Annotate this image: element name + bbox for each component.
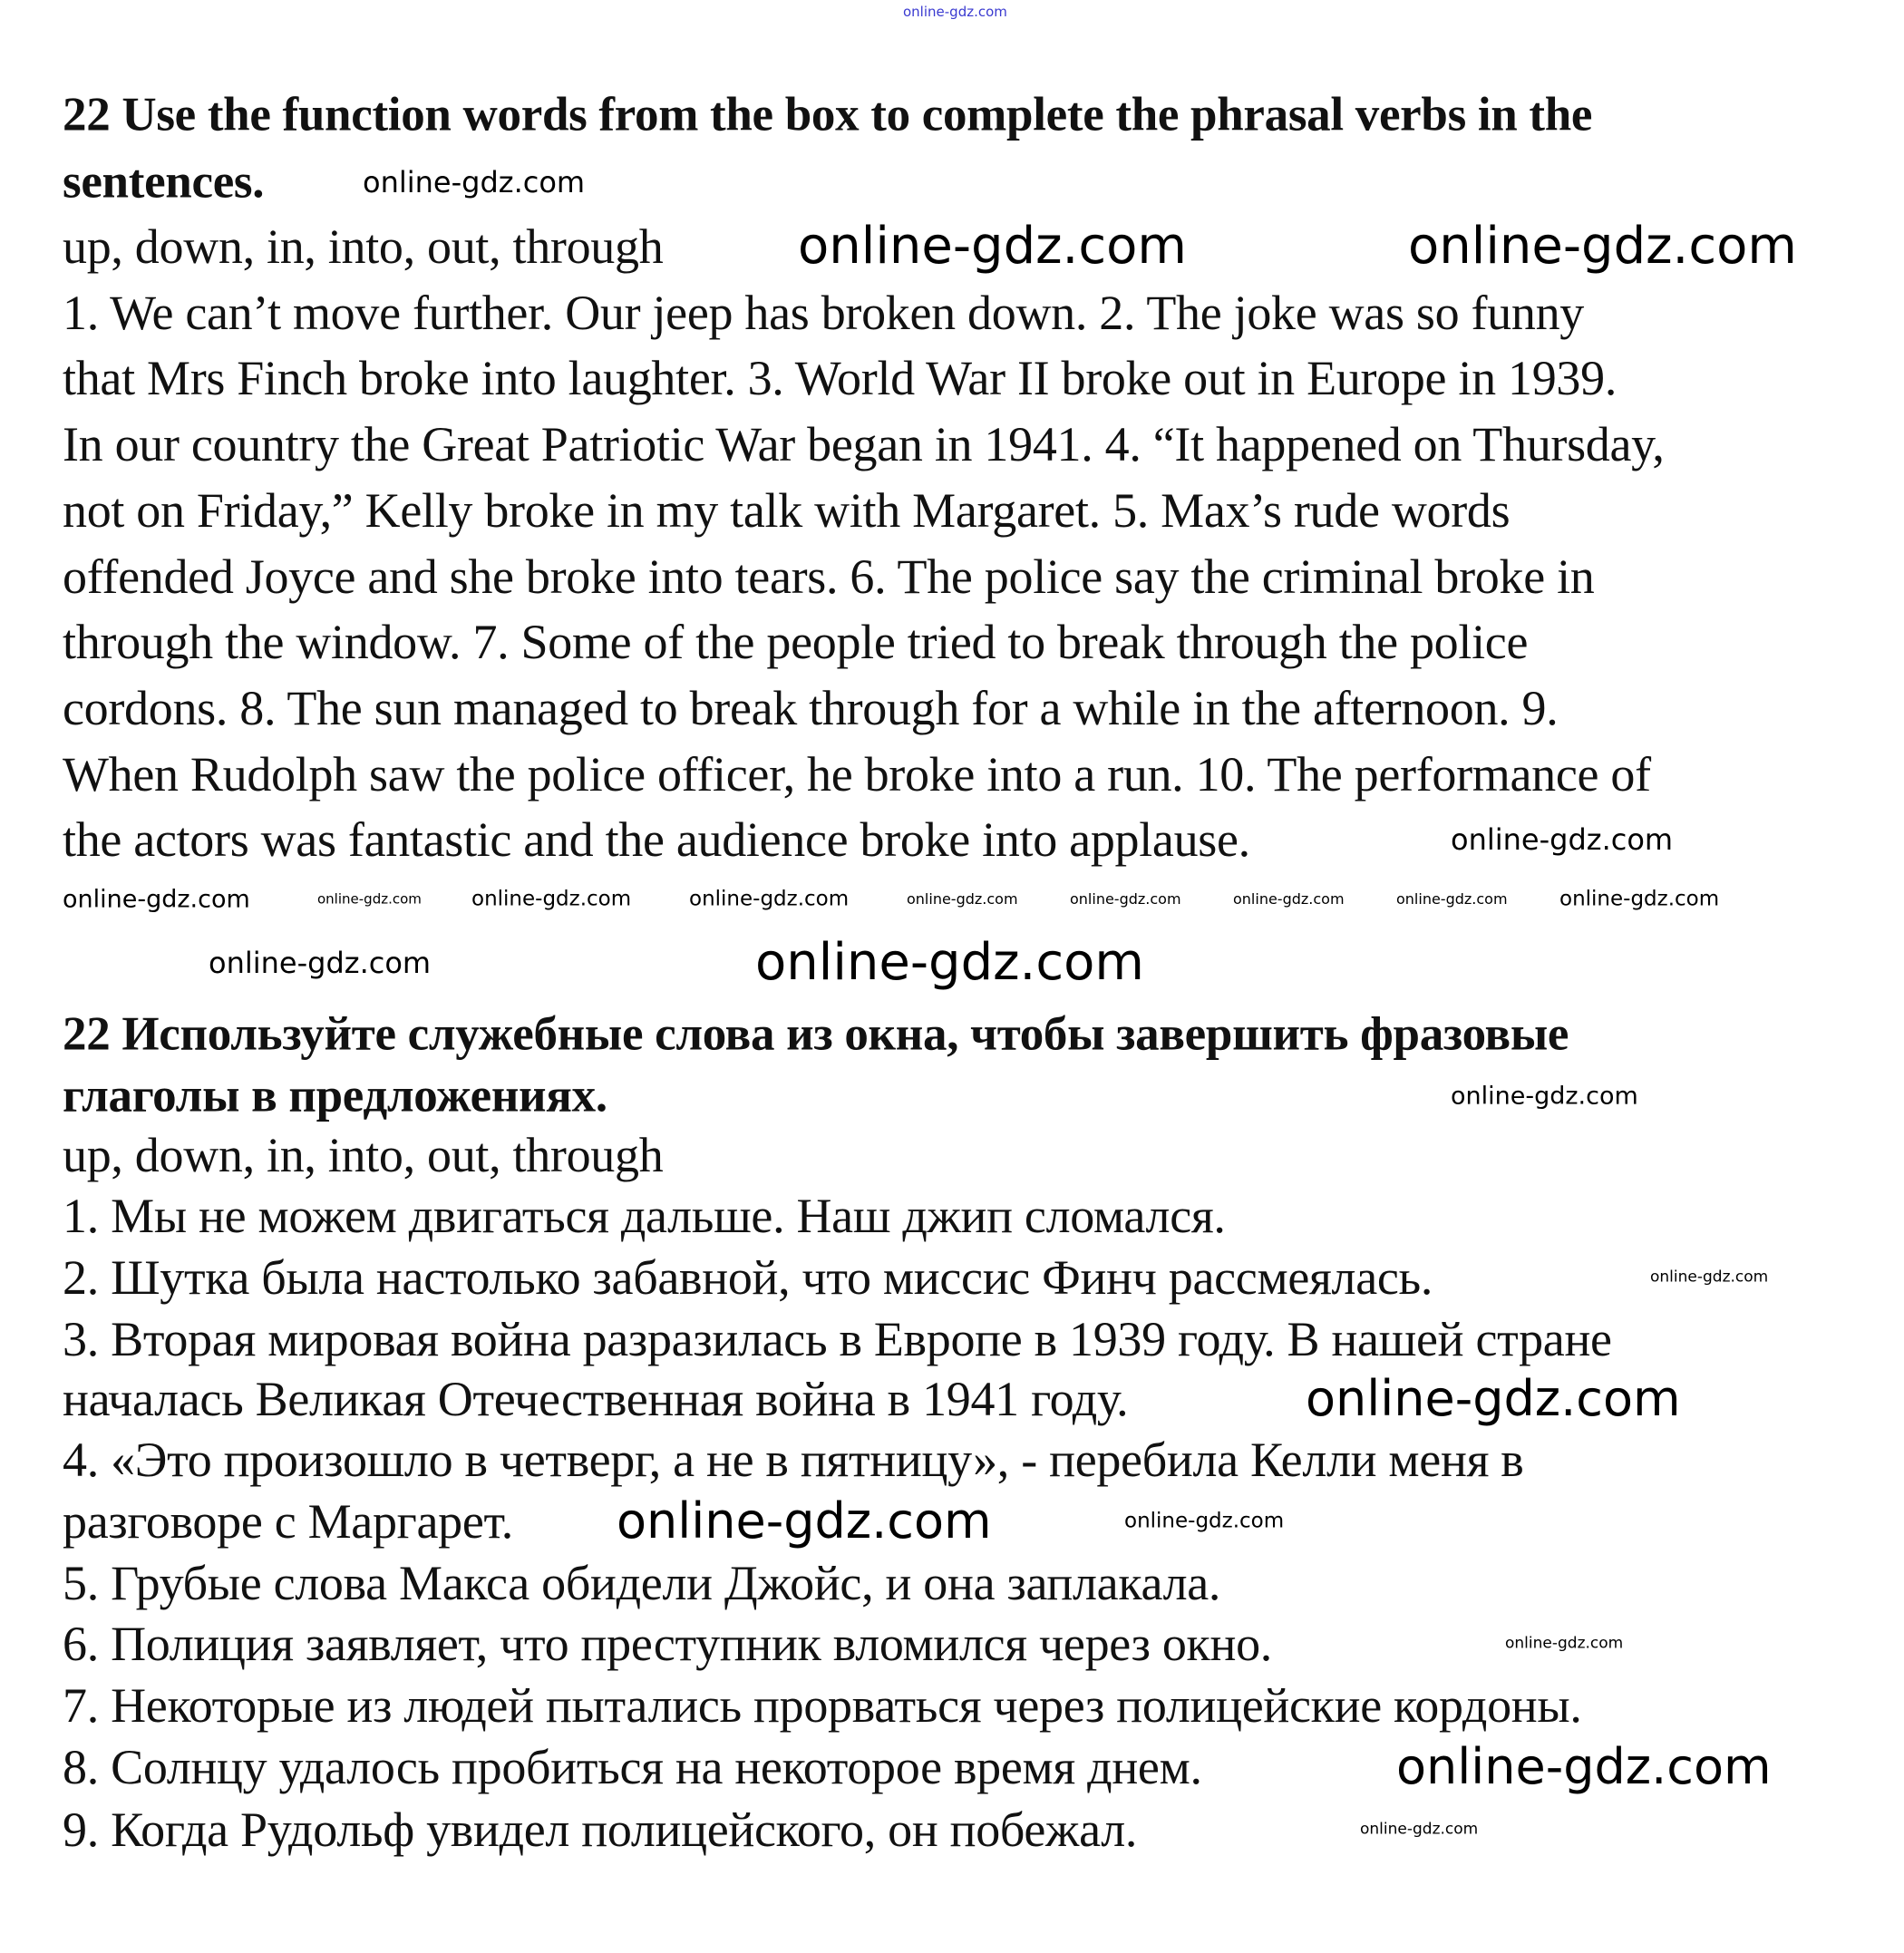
text-line: 8. Солнцу удалось пробиться на некоторое время днем. <box>63 1740 1202 1794</box>
text-line: 2. Шутка была настолько забавной, что миссис Финч рассмеялась. <box>63 1250 1433 1305</box>
text-line: 9. Когда Рудольф увидел полицейского, он побежал. <box>63 1802 1138 1857</box>
watermark: online-gdz.com <box>798 217 1187 276</box>
text-line: When Rudolph saw the police officer, he broke into a run. 10. The performance of <box>63 747 1651 802</box>
watermark: online-gdz.com <box>363 165 586 199</box>
text-line: 1. Мы не можем двигаться дальше. Наш джип сломался. <box>63 1189 1226 1243</box>
text-line: разговоре с Маргарет. <box>63 1494 513 1549</box>
watermark: online-gdz.com <box>1360 1820 1479 1839</box>
watermark: online-gdz.com <box>1451 1082 1638 1111</box>
text-line: 7. Некоторые из людей пытались прорваться через полицейские кордоны. <box>63 1678 1582 1733</box>
word-box: up, down, in, into, out, through <box>63 1128 664 1182</box>
text-line: 4. «Это произошло в четверг, а не в пятницу», - перебила Келли меня в <box>63 1433 1524 1487</box>
watermark: online-gdz.com <box>1070 890 1181 908</box>
watermark: online-gdz.com <box>755 933 1144 992</box>
text-line: 3. Вторая мировая война разразилась в Европе в 1939 году. В нашей стране <box>63 1312 1612 1366</box>
exercise-heading: 22 Use the function words from the box to complete the phrasal verbs in the <box>63 88 1593 141</box>
watermark: online-gdz.com <box>317 890 422 908</box>
watermark: online-gdz.com <box>907 890 1018 908</box>
watermark: online-gdz.com <box>1396 1738 1772 1795</box>
watermark: online-gdz.com <box>1306 1370 1681 1427</box>
word-box: up, down, in, into, out, through <box>63 219 664 274</box>
exercise-heading: глаголы в предложениях. <box>63 1069 607 1122</box>
watermark: online-gdz.com <box>1396 890 1508 908</box>
text-line: offended Joyce and she broke into tears. 6. The police say the criminal broke in <box>63 549 1595 604</box>
text-line: началась Великая Отечественная война в 1941 году. <box>63 1372 1129 1426</box>
text-line: the actors was fantastic and the audience broke into applause. <box>63 812 1250 867</box>
watermark: online-gdz.com <box>1124 1509 1285 1533</box>
text-line: In our country the Great Patriotic War began in 1941. 4. “It happened on Thursday, <box>63 417 1665 471</box>
watermark: online-gdz.com <box>1408 217 1797 276</box>
text-line: that Mrs Finch broke into laughter. 3. World War II broke out in Europe in 1939. <box>63 351 1617 405</box>
site-link[interactable]: online-gdz.com <box>903 4 1007 20</box>
watermark: online-gdz.com <box>1559 887 1720 911</box>
watermark: online-gdz.com <box>209 946 432 980</box>
text-line: 5. Грубые слова Макса обидели Джойс, и она заплакала. <box>63 1556 1221 1610</box>
watermark: online-gdz.com <box>689 887 850 911</box>
watermark: online-gdz.com <box>1650 1268 1769 1287</box>
exercise-heading: 22 Используйте служебные слова из окна, чтобы завершить фразовые <box>63 1007 1569 1061</box>
text-line: not on Friday,” Kelly broke in my talk with Margaret. 5. Max’s rude words <box>63 483 1511 538</box>
watermark: online-gdz.com <box>1505 1634 1624 1653</box>
text-line: 6. Полиция заявляет, что преступник вломился через окно. <box>63 1617 1272 1671</box>
text-line: through the window. 7. Some of the people tried to break through the police <box>63 615 1529 669</box>
watermark: online-gdz.com <box>1233 890 1345 908</box>
watermark: online-gdz.com <box>617 1492 992 1550</box>
watermark: online-gdz.com <box>1451 822 1674 857</box>
watermark: online-gdz.com <box>471 887 632 911</box>
watermark: online-gdz.com <box>63 885 250 914</box>
text-line: cordons. 8. The sun managed to break through for a while in the afternoon. 9. <box>63 681 1559 735</box>
text-line: 1. We can’t move further. Our jeep has broken down. 2. The joke was so funny <box>63 286 1584 340</box>
exercise-heading: sentences. <box>63 155 265 209</box>
